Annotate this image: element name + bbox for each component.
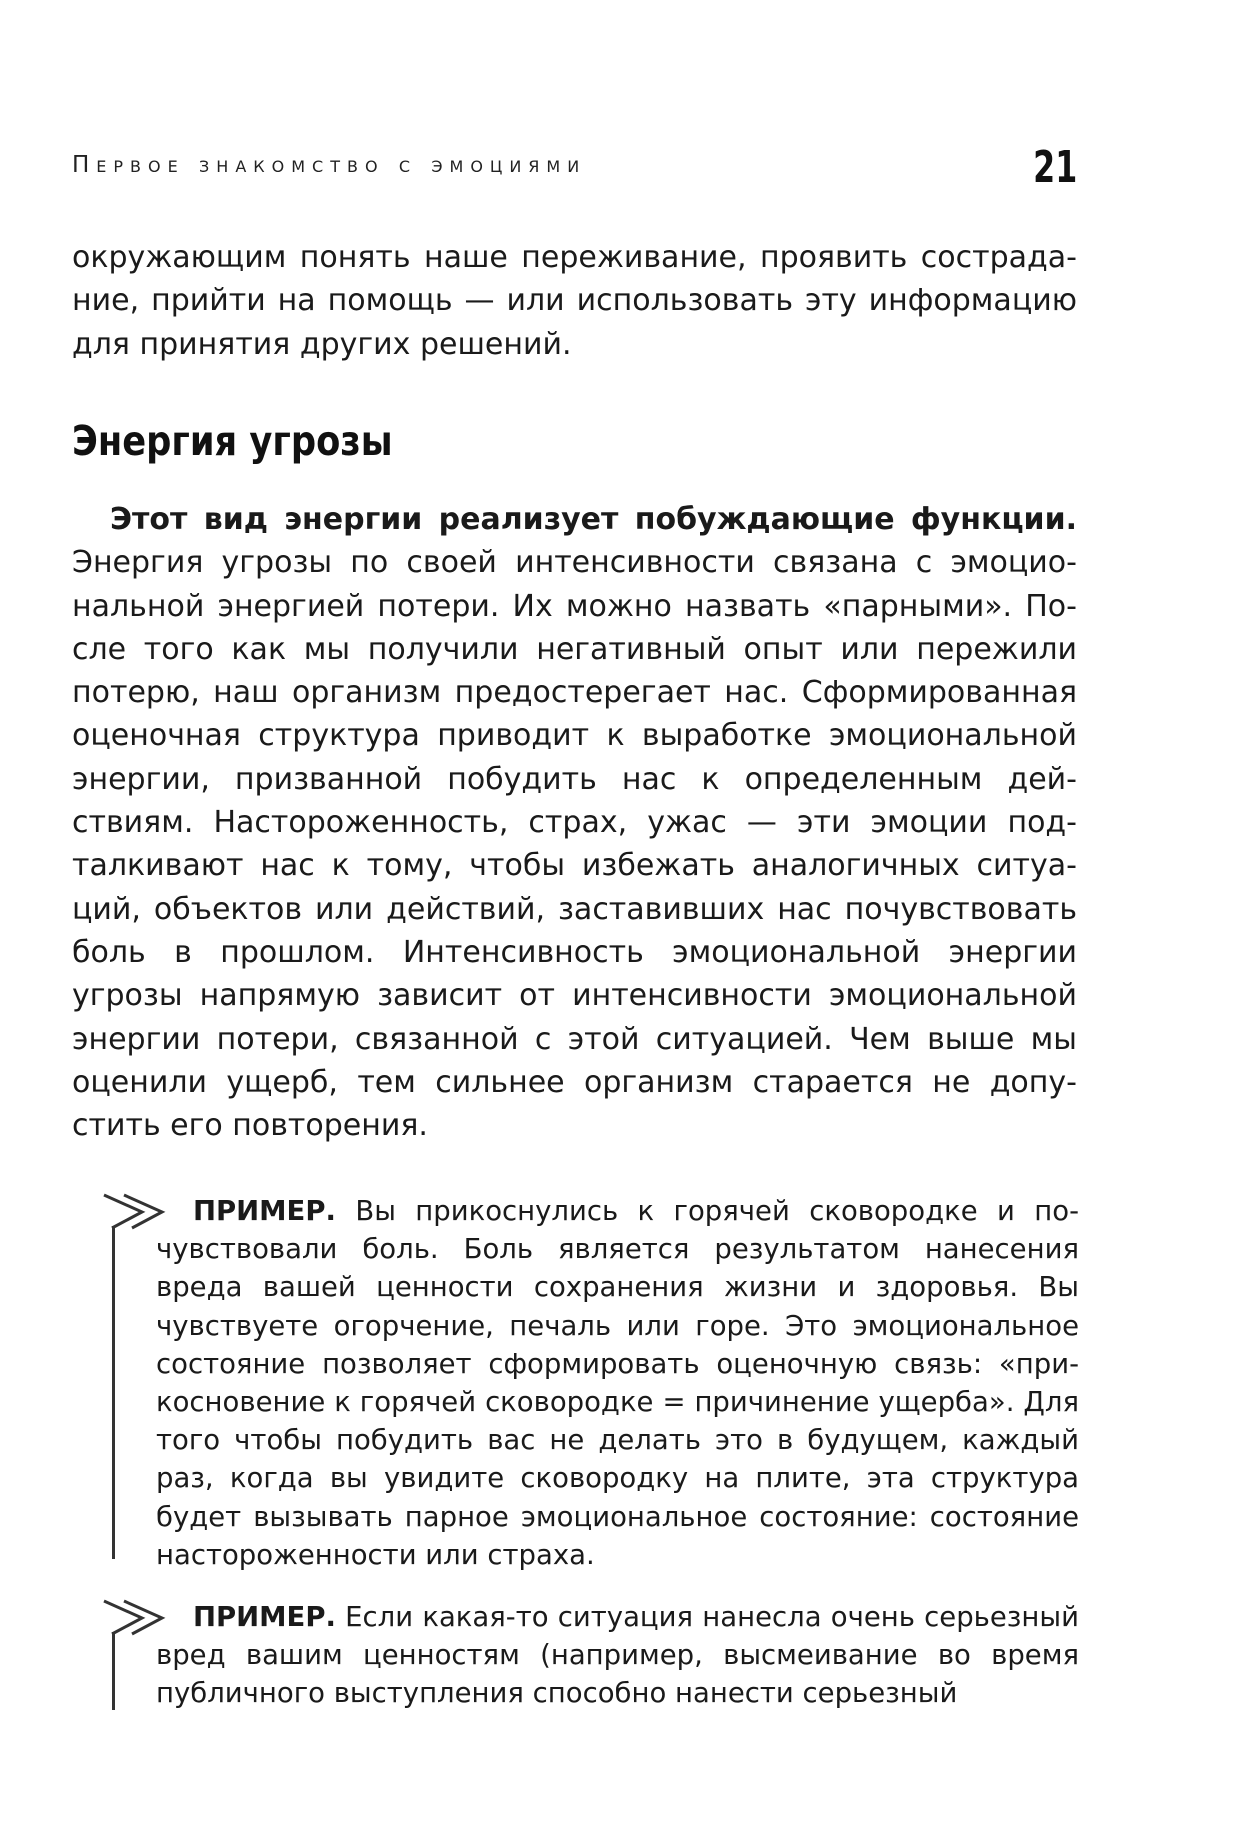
page-header <box>72 142 1077 202</box>
example-rule <box>112 1632 115 1710</box>
section-body-text: Энергия угрозы по своей интенсивности связана с эмоциональной энергией потери. Их можно назвать «парными». После того как мы получили негативный опыт или пережили потерю, наш организм предостерегает нас. Сформированная оценочная структура приводит к выработке эмоциональной энергии, призванной побудить нас к определенным действиям. Настороженность, страх, ужас — эти эмоции подталкивают нас к тому, чтобы избежать аналогичных ситуаций, объектов или действий, заставивших нас почувствовать боль в прошлом. Интенсивность эмоциональной энергии угрозы напрямую зависит от интенсивности эмоциональной энергии потери, связанной с этой ситуацией. Чем выше мы оценили ущерб, тем сильнее организм старается не допустить его повторения. <box>72 545 1077 1144</box>
example-label: ПРИМЕР. <box>193 1601 336 1633</box>
section-lead: Этот вид энергии реализует побуждающие функции. <box>110 502 1077 537</box>
section-paragraph <box>72 498 1077 1147</box>
example-body: Вы прикоснулись к горячей сковородке и почувствовали боль. Боль является результатом нанесения вреда вашей ценности сохранения жизни и здоровья. Вы чувствуете огорчение, печаль или горе. Это эмоциональное состояние позволяет сформировать оценочную связь: «прикосновение к горячей сковородке = причинение ущерба». Для того чтобы побудить вас не делать это в будущем, каждый раз, когда вы увидите сковородку на плите, эта структура будет вызывать парное эмоциональное состояние: состояние настороженности или страха. <box>156 1195 1079 1571</box>
example-label: ПРИМЕР. <box>193 1195 336 1227</box>
example-text <box>156 1192 1079 1574</box>
intro-paragraph: окружающим понять наше переживание, проявить сострадание, прийти на помощь — или использовать эту информацию для принятия других решений. <box>72 240 1077 362</box>
running-title: Первое знакомство с эмоциями <box>72 152 587 178</box>
example-body: Если какая-то ситуация нанесла очень серьезный вред вашим ценностям (например, высмеивание во время публичного выступления способно нанести серьезный <box>156 1601 1079 1710</box>
example-text <box>156 1598 1079 1713</box>
example-rule <box>112 1226 115 1559</box>
example-box <box>102 1192 1079 1571</box>
section-heading: Энергия угрозы <box>72 417 393 465</box>
example-box <box>102 1598 1079 1718</box>
page-number: 21 <box>1032 142 1077 193</box>
